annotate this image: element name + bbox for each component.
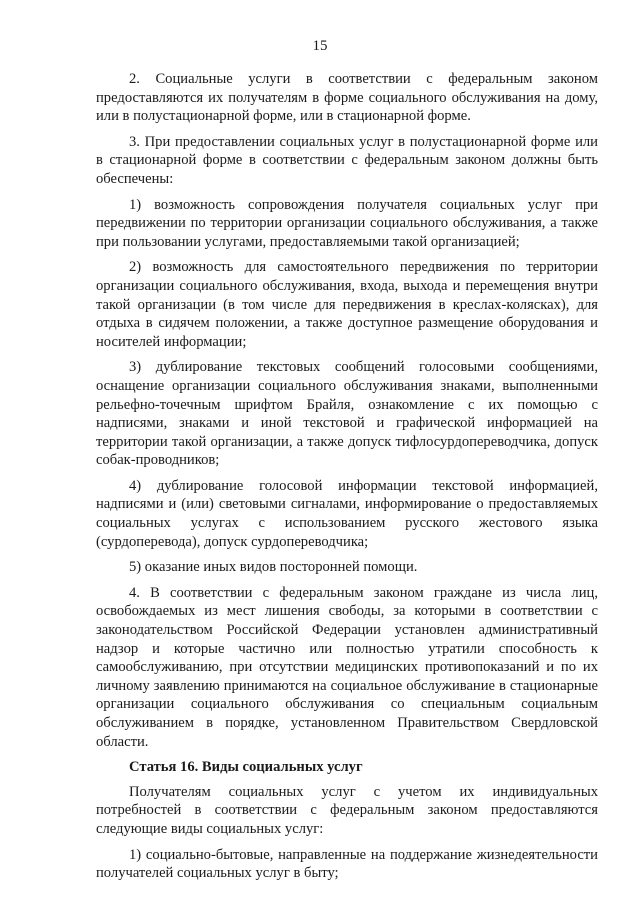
article-heading: Статья 16. Виды социальных услуг [129, 759, 363, 776]
article-list-item-1: 1) социально-бытовые, направленные на поддержание жизнедеятельности получателей социальных услуг в быту; [96, 846, 598, 882]
page-number: 15 [312, 38, 328, 54]
document-body [96, 70, 598, 890]
list-item-3: 3) дублирование текстовых сообщений голосовыми сообщениями, оснащение организации социального обслуживания знаками, выполненными рельефно-точечным шрифтом Брайля, ознакомление с их помощью с надписями, знаками и иной текстовой и графической информацией на территории такой организации, а также допуск тифлосурдопереводчика, допуск собак-проводников; [96, 359, 598, 469]
list-item-2: 2) возможность для самостоятельного передвижения по территории организации социального обслуживания, входа, выхода и перемещения внутри такой организации (в том числе для передвижения в креслах-колясках), для отдыха в сидячем положении, а также доступное размещение оборудования и носителей информации; [96, 259, 598, 350]
paragraph-4-released-persons: 4. В соответствии с федеральным законом граждане из числа лиц, освобождаемых из мест лишения свободы, за которыми в соответствии с законодательством Российской Федерации установлен административный надзор и которые частично или полностью утратили способность к самообслуживанию, при отсутствии медицинских противопоказаний и по их личному заявлению принимаются на социальное обслуживание в стационарные организации социального обслуживания со специальным социальным обслуживанием в порядке, установленном Правительством Свердловской области. [96, 584, 598, 750]
paragraph-3-provisions: 3. При предоставлении социальных услуг в полустационарной форме или в стационарной форме в соответствии с федеральным законом должны быть обеспечены: [96, 133, 598, 187]
article-intro-paragraph: Получателям социальных услуг с учетом их индивидуальных потребностей в соответствии с федеральным законом предоставляются следующие виды социальных услуг: [96, 783, 598, 837]
list-item-1: 1) возможность сопровождения получателя социальных услуг при передвижении по территории организации социального обслуживания, а также при пользовании услугами, предоставляемыми такой организацией; [96, 196, 598, 250]
paragraph-2-service-forms: 2. Социальные услуги в соответствии с федеральным законом предоставляются их получателям в форме социального обслуживания на дому, или в полустационарной форме, или в стационарной форме. [96, 71, 598, 125]
list-item-4: 4) дублирование голосовой информации текстовой информацией, надписями и (или) световыми сигналами, информирование о предоставляемых социальных услугах с использованием русского жестового языка (сурдоперевода), допуск сурдопереводчика; [96, 477, 598, 550]
list-item-5: 5) оказание иных видов посторонней помощи. [129, 559, 418, 576]
